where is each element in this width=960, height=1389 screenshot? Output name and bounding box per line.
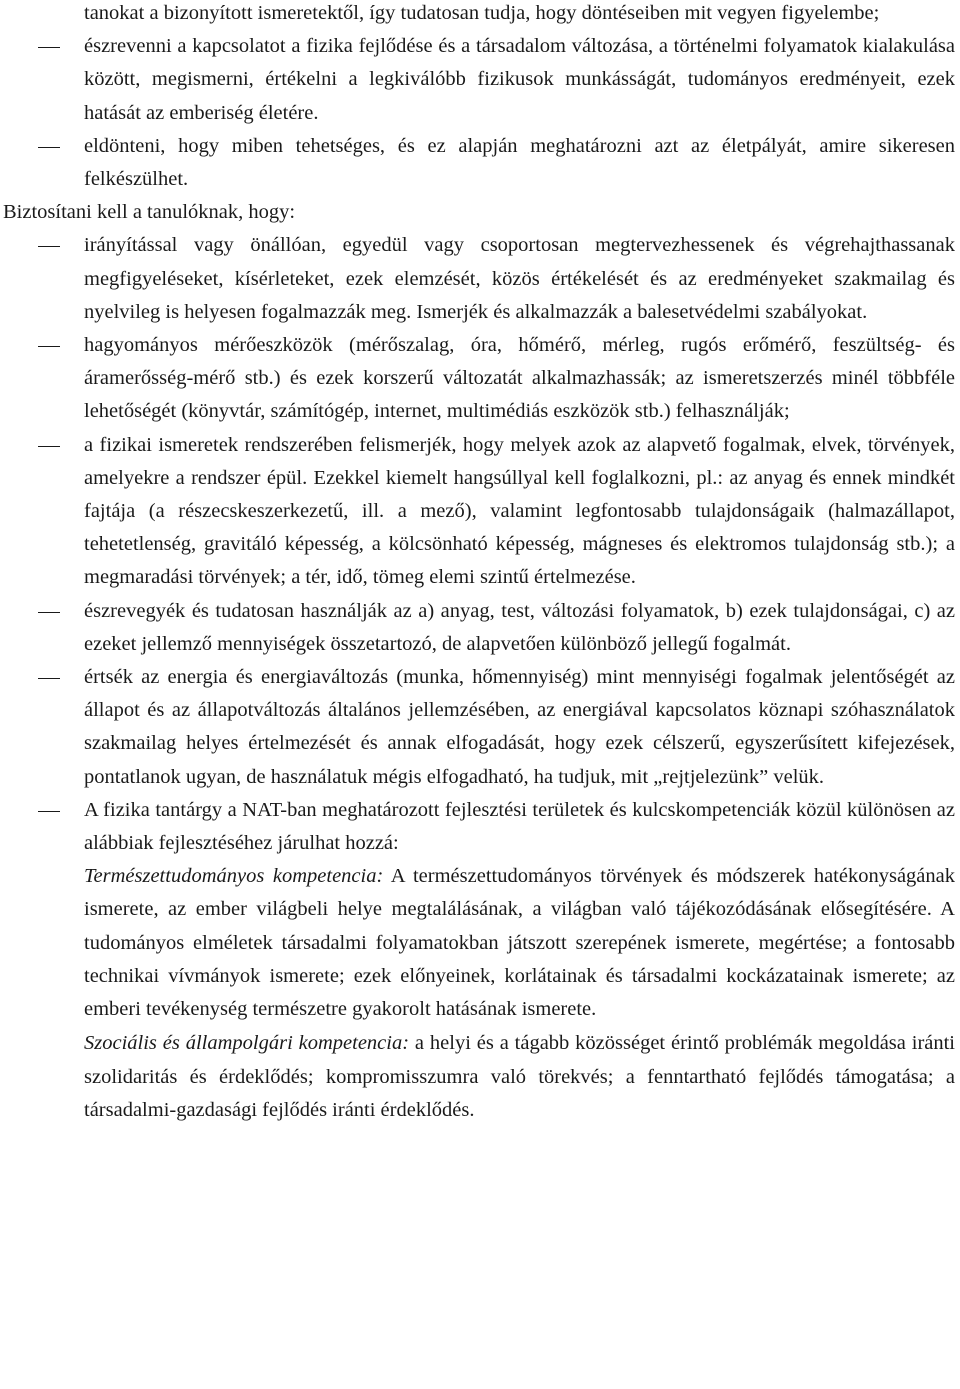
competence-paragraph <box>0 1027 960 1127</box>
list-item-text: értsék az energia és energiaváltozás (munka, hőmennyiség) mint mennyiségi fogalmak jelentőségét az állapot és az állapotváltozás általános jellemzésében, az energiával kapcsolatos köznapi szóhasználatok szakmailag helyes értelmezését és annak elfogadását, hogy ezek célszerű, egyszerűsített kifejezések, pontatlanok ugyan, de használatuk mégis elfogadható, ha tudjuk, mit „rejtjelezünk” velük. <box>84 666 955 788</box>
dash-bullet <box>38 246 60 247</box>
list-item <box>0 329 960 429</box>
list-item <box>0 661 960 794</box>
list-item-text: észrevegyék és tudatosan használják az a) anyag, test, változási folyamatok, b) ezek tulajdonságai, c) az ezeket jellemző mennyiségek összetartozó, de alapvetően különböző jellegű fogalmát. <box>84 599 955 655</box>
list-item-text: irányítással vagy önállóan, egyedül vagy csoportosan megtervezhessenek és végrehajthassanak megfigyeléseket, kísérleteket, ezek elemzését, közös értékelését és az eredményeket szakmailag és nyelvileg is helyesen fogalmazzák meg. Ismerjék és alkalmazzák a balesetvédelmi szabályokat. <box>84 234 955 323</box>
list-item-text: észrevenni a kapcsolatot a fizika fejlődése és a társadalom változása, a történelmi folyamatok kialakulása között, megismerni, értékelni a legkiválóbb fizikusok munkásságát, tudományos eredményeit, ezek hatását az emberiség életére. <box>84 35 955 124</box>
competence-paragraph <box>0 860 960 1026</box>
dash-bullet <box>38 446 60 447</box>
list-item <box>0 130 960 196</box>
competence-label: Szociális és állampolgári kompetencia: <box>84 1032 410 1055</box>
dash-bullet <box>38 612 60 613</box>
dash-bullet <box>38 47 60 48</box>
list-item <box>0 595 960 661</box>
list-item <box>0 429 960 595</box>
list-item-text: hagyományos mérőeszközök (mérőszalag, óra, hőmérő, mérleg, rugós erőmérő, feszültség- és áramerősség-mérő stb.) és ezek korszerű változatát alkalmazhassák; az ismeretszerzés minél többféle lehetőségét (könyvtár, számítógép, internet, multimédiás eszközök stb.) felhasználják; <box>84 334 955 423</box>
competence-text: a helyi és a tágabb közösséget érintő problémák megoldása iránti szolidaritás és érdeklődés; kompromisszumra való törekvés; a fenntartható fejlődés támogatása; a társadalmi-gazdasági fejlődés iránti érdeklődés. <box>84 1032 956 1121</box>
continuation-text: tanokat a bizonyított ismeretektől, így tudatosan tudja, hogy döntéseiben mit vegyen figyelembe; <box>84 2 880 24</box>
list-item-text: a fizikai ismeretek rendszerében felismerjék, hogy melyek azok az alapvető fogalmak, elvek, törvények, amelyekre a rendszer épül. Ezekkel kiemelt hangsúllyal kell foglalkozni, pl.: az anyag és ennek mindkét fajtája (a részecskeszerkezetű, ill. a mező), valamint legfontosabb tulajdonságaik (halmazállapot, tehetetlenség, gravitáló képesség, a kölcsönható képesség, mágneses és elektromos tulajdonság stb.); a megmaradási törvények; a tér, idő, tömeg elemi szintű értelmezése. <box>84 433 955 589</box>
dash-bullet <box>38 811 60 812</box>
competence-text: A természettudományos törvények és módszerek hatékonyságának ismerete, az ember világbeli helye megtalálásának, a világban való tájékozódásának elősegítésére. A tudományos elméletek társadalmi folyamatokban játszott szerepének ismerete, megértése; a fontosabb technikai vívmányok ismerete; ezek előnyeinek, korlátainak és társadalmi kockázatainak ismerete; az emberi tevékenység természetre gyakorolt hatásának ismerete. <box>84 865 955 1021</box>
dash-bullet <box>38 346 60 347</box>
list-item <box>0 229 960 329</box>
intro-sentence: Biztosítani kell a tanulóknak, hogy: <box>3 201 296 224</box>
competence-label: Természettudományos kompetencia: <box>84 865 384 888</box>
dash-bullet <box>38 147 60 148</box>
dash-bullet <box>38 678 60 679</box>
list-item-text: A fizika tantárgy a NAT-ban meghatározott fejlesztési területek és kulcskompetenciák közül különösen az alábbiak fejlesztéséhez járulhat hozzá: <box>84 798 955 855</box>
list-item-text: eldönteni, hogy miben tehetséges, és ez alapján meghatározni azt az életpályát, amire sikeresen felkészülhet. <box>84 134 955 191</box>
list-item <box>0 30 960 130</box>
list-item <box>0 794 960 860</box>
